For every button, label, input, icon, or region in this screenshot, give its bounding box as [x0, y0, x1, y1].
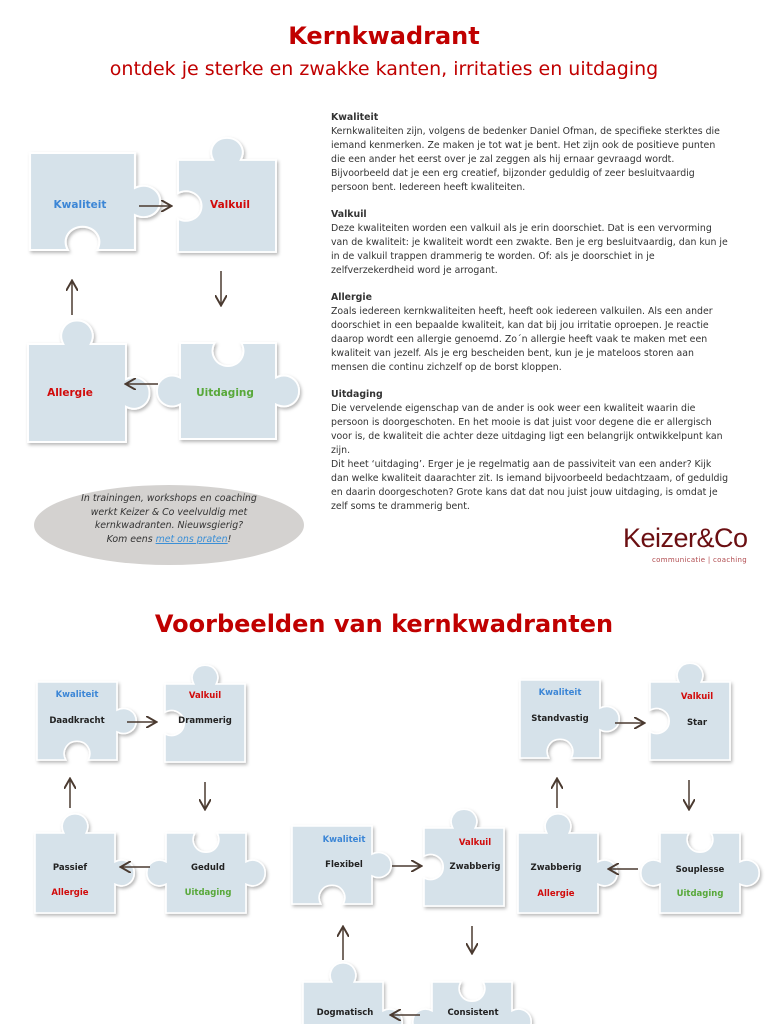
main-label-kwaliteit: Kwaliteit: [53, 199, 107, 211]
callout-text: [52, 492, 286, 546]
main-label-uitdaging: Uitdaging: [196, 387, 254, 399]
section-heading: Uitdaging: [331, 389, 383, 400]
section-body: Deze kwaliteiten worden een valkuil als je erin doorschiet. Dat is een vervorming van de kwaliteit: je kwaliteit wordt een zwakte. Ben je erg besluitvaardig, dan kun je in de valkuil trappen drammerig te worden. Of: als je doorschiet in je zelfverzekerdheid word je arrogant.: [331, 223, 728, 276]
section-body: Zoals iedereen kernkwaliteiten heeft, heeft ook iedereen valkuilen. Als een ander doorschiet in een bepaalde kwaliteit, kan dat bij jou irritatie oproepen. Je reactie daarop wordt een allergie genoemd. Zo´n allergie heeft vaak te maken met een kwaliteit van jezelf. Als je erg bescheiden bent, kun je je mateloos storen aan mensen die continu zichzelf op de borst kloppen.: [331, 306, 713, 373]
contact-link[interactable]: met ons praten: [155, 533, 228, 545]
ex1-uitdaging: Geduld: [191, 863, 225, 873]
ex3-uitdaging: Souplesse: [675, 865, 725, 875]
section-body: Kernkwaliteiten zijn, volgens de bedenker Daniel Ofman, de specifieke sterktes die iemand kenmerken. Ze maken je tot wat je bent. Het zijn ook de positieve punten die een ander het eerst over je zal zeggen als hij ernaar gevraagd wordt. Bijvoorbeeld dat je een erg creatief, bijzonder geduldig of zeer besluitvaardig persoon bent. Iedereen heeft kwaliteiten.: [331, 126, 720, 193]
ex3-tag-uitdaging: Uitdaging: [676, 889, 724, 899]
puzzle-allergie: [28, 320, 150, 442]
ex3-tag-kwaliteit: Kwaliteit: [538, 688, 582, 698]
callout-line: kernkwadranten. Nieuwsgierig?: [94, 520, 244, 531]
ex1-tag-allergie: Allergie: [51, 888, 89, 898]
section-heading: Kwaliteit: [331, 112, 379, 123]
ex3-puzzle-valkuil: [650, 663, 730, 760]
puzzle-valkuil: [178, 138, 276, 252]
section-body-2: Dit heet ‘uitdaging’. Erger je je regelmatig aan de passiviteit van een ander? Kijk dan welke kwaliteit daarachter zit. Is iemand bijvoorbeeld bedachtzaam, of geduldig en daarin doorgeschoten? Grote kans dat dat nou juist jouw uitdaging, is omdat je zelf soms te drammerig bent.: [331, 459, 729, 512]
ex3-tag-allergie: Allergie: [537, 889, 575, 899]
ex1-puzzle-uitdaging: [147, 833, 265, 913]
ex1-kwaliteit: Daadkracht: [49, 716, 105, 726]
ex3-kwaliteit: Standvastig: [531, 714, 589, 724]
ex1-allergie: Passief: [52, 863, 88, 873]
ex2-allergie: Dogmatisch: [316, 1008, 374, 1018]
page-subtitle: ontdek je sterke en zwakke kanten, irritaties en uitdaging: [109, 58, 659, 80]
logo-tagline: communicatie | coaching: [652, 556, 747, 564]
section-body: Die vervelende eigenschap van de ander is ook weer een kwaliteit waarin die persoon is doorgeschoten. En het mooie is dat juist voor degene die er allergisch voor is, de kwaliteit die achter deze uitdaging ligt een belangrijk ontwikkelpunt kan zijn.: [331, 403, 723, 456]
section-allergie: [331, 291, 731, 375]
ex1-tag-uitdaging: Uitdaging: [184, 888, 232, 898]
ex2-valkuil: Zwabberig: [449, 862, 501, 872]
callout-line: In trainingen, workshops en coaching: [81, 493, 257, 504]
ex1-tag-kwaliteit: Kwaliteit: [55, 690, 99, 700]
description-text: [331, 111, 731, 527]
keizer-co-logo: Keizer&Co: [623, 523, 748, 553]
ex3-tag-valkuil: Valkuil: [680, 692, 714, 702]
ex3-valkuil: Star: [686, 718, 708, 728]
section-kwaliteit: [331, 111, 731, 195]
ex1-valkuil: Drammerig: [178, 716, 232, 726]
ex2-tag-kwaliteit: Kwaliteit: [322, 835, 366, 845]
main-label-valkuil: Valkuil: [210, 199, 250, 211]
ex2-puzzle-valkuil: [424, 809, 504, 906]
ex2-tag-valkuil: Valkuil: [458, 838, 492, 848]
main-label-allergie: Allergie: [47, 387, 93, 399]
ex2-kwaliteit: Flexibel: [325, 860, 363, 870]
callout-line: [52, 533, 286, 547]
callout-line: werkt Keizer & Co veelvuldig met: [90, 506, 248, 518]
section-heading: Valkuil: [331, 209, 367, 220]
ex1-tag-valkuil: Valkuil: [188, 691, 222, 701]
page-title: Kernkwadrant: [288, 22, 480, 50]
section-heading: Allergie: [331, 292, 372, 303]
callout-prefix: Kom eens: [106, 533, 156, 545]
examples-title: Voorbeelden van kernkwadranten: [154, 610, 614, 638]
ex3-allergie: Zwabberig: [530, 863, 582, 873]
section-valkuil: [331, 208, 731, 278]
section-uitdaging: [331, 388, 731, 514]
callout-suffix: !: [227, 533, 232, 545]
ex2-uitdaging: Consistent: [447, 1008, 499, 1018]
ex1-puzzle-valkuil: [165, 665, 245, 762]
